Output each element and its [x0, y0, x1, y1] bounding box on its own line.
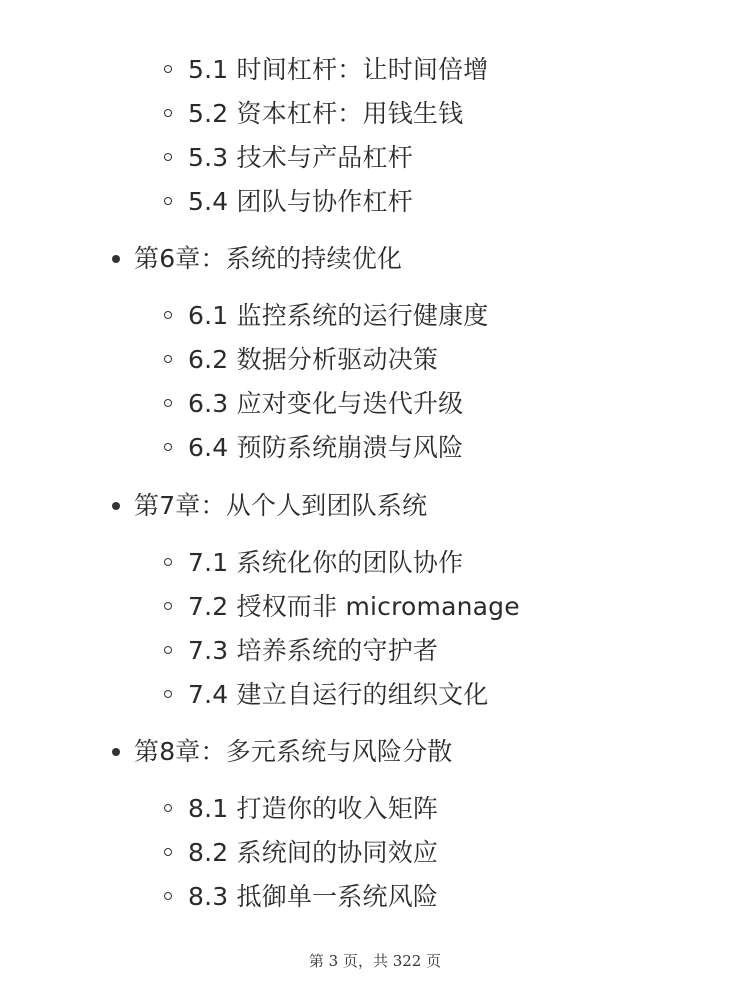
toc-item [188, 881, 438, 913]
hollow-bullet-icon [164, 558, 172, 566]
toc-item-label: 6.4 预防系统崩溃与风险 [188, 433, 464, 462]
chapter-heading [134, 490, 427, 522]
chapter-title: 第8章：多元系统与风险分散 [134, 737, 453, 766]
hollow-bullet-icon [164, 646, 172, 654]
toc-item [188, 432, 463, 464]
page-number-label: 第 3 页，共 322 页 [308, 952, 442, 970]
toc-item [188, 186, 413, 218]
toc-item-label: 8.3 抵御单一系统风险 [188, 882, 439, 911]
toc-item [188, 591, 520, 623]
toc-item [188, 54, 489, 86]
hollow-bullet-icon [164, 311, 172, 319]
toc-item [188, 793, 438, 825]
toc-item [188, 98, 463, 130]
hollow-bullet-icon [164, 804, 172, 812]
toc-item [188, 635, 438, 667]
toc-item-label: 8.2 系统间的协同效应 [188, 838, 439, 867]
filled-bullet-icon [112, 255, 120, 263]
toc-item [188, 388, 463, 420]
filled-bullet-icon [112, 748, 120, 756]
toc-item-label: 5.1 时间杠杆：让时间倍增 [188, 55, 489, 84]
hollow-bullet-icon [164, 355, 172, 363]
toc-item-label: 7.1 系统化你的团队协作 [188, 548, 464, 577]
hollow-bullet-icon [164, 109, 172, 117]
hollow-bullet-icon [164, 602, 172, 610]
page-footer [0, 950, 750, 971]
filled-bullet-icon [112, 502, 120, 510]
toc-item-label: 5.3 技术与产品杠杆 [188, 143, 413, 172]
toc-item [188, 547, 463, 579]
chapter-title: 第6章：系统的持续优化 [134, 244, 403, 273]
chapter-heading [134, 243, 402, 275]
toc-item-label: 6.2 数据分析驱动决策 [188, 345, 439, 374]
hollow-bullet-icon [164, 197, 172, 205]
toc-item-label: 7.3 培养系统的守护者 [188, 636, 439, 665]
hollow-bullet-icon [164, 443, 172, 451]
toc-item-label: 8.1 打造你的收入矩阵 [188, 794, 439, 823]
chapter-heading [134, 736, 453, 768]
hollow-bullet-icon [164, 690, 172, 698]
hollow-bullet-icon [164, 848, 172, 856]
hollow-bullet-icon [164, 892, 172, 900]
toc-item-label: 5.2 资本杠杆：用钱生钱 [188, 99, 464, 128]
toc-item-label: 7.2 授权而非 micromanage [188, 592, 520, 621]
toc-item-label: 6.1 监控系统的运行健康度 [188, 301, 489, 330]
chapter-title: 第7章：从个人到团队系统 [134, 491, 428, 520]
toc-item [188, 142, 413, 174]
hollow-bullet-icon [164, 399, 172, 407]
toc-item [188, 837, 438, 869]
hollow-bullet-icon [164, 65, 172, 73]
toc-item [188, 300, 489, 332]
toc-item-label: 7.4 建立自运行的组织文化 [188, 680, 489, 709]
hollow-bullet-icon [164, 153, 172, 161]
toc-item-label: 5.4 团队与协作杠杆 [188, 187, 413, 216]
toc-item [188, 679, 489, 711]
toc-item-label: 6.3 应对变化与迭代升级 [188, 389, 464, 418]
toc-item [188, 344, 438, 376]
